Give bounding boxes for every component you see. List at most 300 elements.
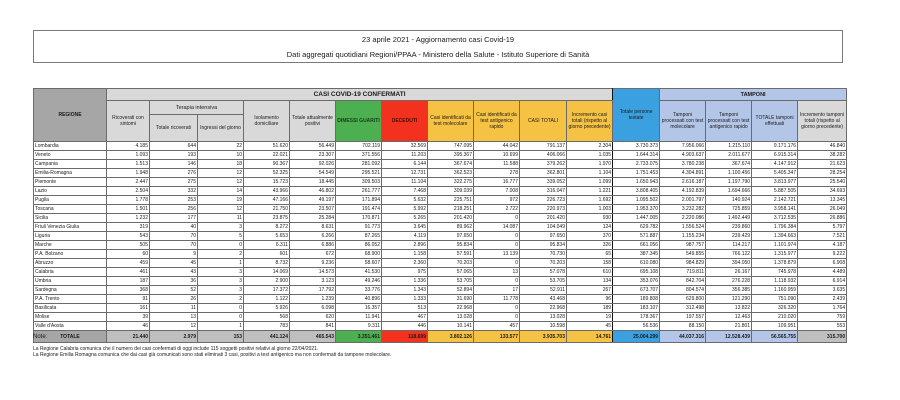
value-cell: 673.707 [613, 286, 660, 295]
value-cell: 362.801 [520, 169, 567, 178]
value-cell: 543 [107, 232, 150, 241]
value-cell: 22.968 [520, 304, 567, 313]
value-cell: 25.284 [290, 214, 336, 223]
value-cell: 309.039 [428, 187, 474, 196]
value-cell: 2.304 [567, 142, 613, 151]
region-name-cell: Marche [34, 241, 107, 250]
value-cell: 8.272 [244, 223, 290, 232]
value-cell: 1.101.974 [752, 241, 798, 250]
table-row [34, 205, 847, 214]
value-cell: 312.498 [660, 304, 706, 313]
value-cell: 256 [150, 205, 198, 214]
value-cell: 9.236 [290, 259, 336, 268]
value-cell: 356.385 [706, 286, 752, 295]
value-cell: 3.730.373 [613, 142, 660, 151]
value-cell: 57.591 [428, 250, 474, 259]
value-cell: 766.122 [706, 250, 752, 259]
value-cell: 225.751 [428, 196, 474, 205]
value-cell: 467 [382, 313, 428, 322]
value-cell: 226.723 [520, 196, 567, 205]
col-header-dimessi: DIMESSI GUARITI [336, 101, 382, 142]
value-cell: 275 [150, 178, 198, 187]
value-cell: 368 [107, 286, 150, 295]
value-cell: 56.449 [290, 142, 336, 151]
value-cell: 725.859 [706, 205, 752, 214]
value-cell: 719.811 [660, 268, 706, 277]
value-cell: 46.802 [290, 187, 336, 196]
region-name-cell: Abruzzo [34, 259, 107, 268]
value-cell: 70.203 [428, 259, 474, 268]
value-cell: 17 [474, 286, 520, 295]
value-cell: 568 [244, 313, 290, 322]
value-cell: 52.911 [520, 286, 567, 295]
value-cell: 0 [474, 313, 520, 322]
value-cell: 12.463 [706, 313, 752, 322]
value-cell: 239.860 [706, 223, 752, 232]
value-cell: 70.730 [520, 250, 567, 259]
value-cell: 4.119 [382, 232, 428, 241]
value-cell: 2.001.797 [660, 196, 706, 205]
value-cell: 747.095 [428, 142, 474, 151]
value-cell: 791.137 [520, 142, 567, 151]
value-cell: 3.635 [798, 286, 847, 295]
region-name-cell: Veneto [34, 151, 107, 160]
value-cell: 3.712.535 [752, 214, 798, 223]
total-value-cell: 2.979 [150, 331, 198, 343]
covid-data-table [33, 88, 847, 343]
value-cell: 9.222 [798, 250, 847, 259]
value-cell: 26 [150, 295, 198, 304]
value-cell: 370 [567, 232, 613, 241]
value-cell: 1.343 [382, 286, 428, 295]
value-cell: 22 [198, 142, 244, 151]
value-cell: 1.118.932 [752, 277, 798, 286]
value-cell: 278 [474, 169, 520, 178]
region-name-cell: Sicilia [34, 214, 107, 223]
value-cell: 295.521 [336, 169, 382, 178]
value-cell: 253 [150, 196, 198, 205]
value-cell: 134 [567, 277, 613, 286]
table-row [34, 232, 847, 241]
value-cell: 47.166 [244, 196, 290, 205]
value-cell: 695.108 [613, 268, 660, 277]
value-cell: 33.776 [336, 286, 382, 295]
value-cell: 10.598 [520, 322, 567, 331]
note-line: La Regione Calabria comunica che il numero dei casi confermati di oggi include 115 soggetti positivi relativi al giorno 22/04/2021. [33, 346, 319, 352]
table-row [34, 178, 847, 187]
value-cell: 178.367 [613, 313, 660, 322]
value-cell: 52.894 [428, 286, 474, 295]
region-name-cell: Basilicata [34, 304, 107, 313]
value-cell: 7.008 [474, 187, 520, 196]
value-cell: 1 [198, 322, 244, 331]
total-value-cell: 118.699 [382, 331, 428, 343]
value-cell: 804.574 [660, 286, 706, 295]
total-value-cell: 3.351.461 [336, 331, 382, 343]
value-cell: 70 [150, 241, 198, 250]
notes-section [33, 334, 391, 358]
value-cell: 189.808 [613, 295, 660, 304]
value-cell: 505 [107, 241, 150, 250]
value-cell: 22.021 [244, 151, 290, 160]
value-cell: 12 [198, 205, 244, 214]
value-cell: 3 [198, 277, 244, 286]
table-row [34, 223, 847, 232]
col-header-ricoverati: Ricoverati con sintomi [107, 101, 150, 142]
value-cell: 0 [198, 241, 244, 250]
value-cell: 620 [290, 313, 336, 322]
value-cell: 2.142.721 [752, 196, 798, 205]
value-cell: 13.345 [798, 196, 847, 205]
report-title: 23 aprile 2021 - Aggiornamento casi Covid-19 [361, 35, 515, 44]
table-row [34, 214, 847, 223]
report-subtitle: Dati aggregati quotidiani Regioni/PPAA - Ministero della Salute - Istituto Superiore di Sanità [286, 50, 590, 59]
value-cell: 332 [150, 187, 198, 196]
value-cell: 2 [198, 250, 244, 259]
value-cell: 1.158 [382, 250, 428, 259]
table-row [34, 295, 847, 304]
value-cell: 842.704 [660, 277, 706, 286]
value-cell: 23.507 [290, 205, 336, 214]
total-value-cell: 21.440 [107, 331, 150, 343]
table-row [34, 313, 847, 322]
value-cell: 644 [150, 142, 198, 151]
value-cell: 18 [198, 160, 244, 169]
value-cell: 45 [567, 322, 613, 331]
value-cell: 187 [107, 277, 150, 286]
col-header-casi-totali: CASI TOTALI [520, 101, 567, 142]
value-cell: 18.445 [290, 178, 336, 187]
value-cell: 267 [567, 286, 613, 295]
value-cell: 610.080 [613, 259, 660, 268]
value-cell: 975 [382, 268, 428, 277]
value-cell: 7.956.066 [660, 142, 706, 151]
value-cell: 1.155.234 [660, 232, 706, 241]
region-name-cell: P.A. Bolzano [34, 250, 107, 259]
value-cell: 1.221 [567, 187, 613, 196]
value-cell: 14.069 [244, 268, 290, 277]
value-cell: 36 [150, 277, 198, 286]
value-cell: 43 [150, 268, 198, 277]
value-cell: 309.503 [336, 178, 382, 187]
value-cell: 13.028 [428, 313, 474, 322]
value-cell: 26.167 [706, 268, 752, 277]
value-cell: 40 [150, 223, 198, 232]
value-cell: 189 [567, 304, 613, 313]
value-cell: 6.915.314 [752, 151, 798, 160]
col-header-isolamento: Isolamento domiciliare [244, 101, 290, 142]
value-cell: 353.076 [613, 277, 660, 286]
table-row [34, 277, 847, 286]
value-cell: 319 [107, 223, 150, 232]
value-cell: 3.780.238 [660, 160, 706, 169]
value-cell: 19 [567, 313, 613, 322]
value-cell: 39 [107, 313, 150, 322]
value-cell: 114.217 [706, 241, 752, 250]
value-cell: 362.523 [428, 169, 474, 178]
value-cell: 395.367 [428, 151, 474, 160]
value-cell: 1.751.453 [613, 169, 660, 178]
value-cell: 5.265 [382, 214, 428, 223]
col-header-totale-tamponi: TOTALE tamponi effettuati [752, 101, 798, 142]
value-cell: 549.855 [660, 250, 706, 259]
value-cell: 457 [474, 322, 520, 331]
value-cell: 57.078 [520, 268, 567, 277]
region-name-cell: Campania [34, 160, 107, 169]
value-cell: 1.336 [382, 277, 428, 286]
value-cell: 2.900 [244, 277, 290, 286]
region-name-cell: Toscana [34, 205, 107, 214]
value-cell: 2.220.086 [660, 214, 706, 223]
table-row [34, 160, 847, 169]
table-row [34, 304, 847, 313]
total-value-cell: 315.700 [798, 331, 847, 343]
table-row [34, 151, 847, 160]
value-cell: 68.900 [336, 250, 382, 259]
value-cell: 629.782 [613, 223, 660, 232]
value-cell: 0 [198, 313, 244, 322]
value-cell: 2.011.677 [706, 151, 752, 160]
value-cell: 13.139 [474, 250, 520, 259]
col-header-test-molecolare: Casi identificati da test molecolare [428, 101, 474, 142]
table-row [34, 169, 847, 178]
value-cell: 96 [567, 295, 613, 304]
value-cell: 10.699 [474, 151, 520, 160]
value-cell: 316.047 [520, 187, 567, 196]
value-cell: 11 [150, 304, 198, 313]
total-value-cell: 153 [198, 331, 244, 343]
value-cell: 339.052 [520, 178, 567, 187]
value-cell: 2.447 [107, 178, 150, 187]
value-cell: 326.320 [752, 304, 798, 313]
value-cell: 0 [474, 304, 520, 313]
value-cell: 86.052 [336, 241, 382, 250]
value-cell: 5.405.347 [752, 169, 798, 178]
value-cell: 6.144 [382, 160, 428, 169]
value-cell: 783 [244, 322, 290, 331]
value-cell: 54.549 [290, 169, 336, 178]
value-cell: 3.813.977 [752, 178, 798, 187]
value-cell: 44.042 [474, 142, 520, 151]
value-cell: 2.504 [107, 187, 150, 196]
value-cell: 1.160.959 [752, 286, 798, 295]
value-cell: 281.092 [336, 160, 382, 169]
value-cell: 10.141 [428, 322, 474, 331]
total-value-cell: 3.802.126 [428, 331, 474, 343]
value-cell: 3.958.141 [752, 205, 798, 214]
value-cell: 11 [198, 214, 244, 223]
value-cell: 11.203 [382, 151, 428, 160]
value-cell: 261.777 [336, 187, 382, 196]
value-cell: 661.056 [613, 241, 660, 250]
total-value-cell: 56.565.755 [752, 331, 798, 343]
value-cell: 446 [382, 322, 428, 331]
value-cell: 45 [150, 259, 198, 268]
value-cell: 6.914 [798, 277, 847, 286]
value-cell: 6.311 [244, 241, 290, 250]
value-cell: 38.282 [798, 151, 847, 160]
col-header-attualmente-positivi: Totale attualmente positivi [290, 101, 336, 142]
value-cell: 14 [198, 187, 244, 196]
value-cell: 1.692 [567, 196, 613, 205]
value-cell: 4.192.839 [660, 187, 706, 196]
value-cell: 4.187 [798, 241, 847, 250]
value-cell: 2.722 [474, 205, 520, 214]
value-cell: 12 [198, 178, 244, 187]
value-cell: 387.345 [613, 250, 660, 259]
value-cell: 87.265 [336, 232, 382, 241]
value-cell: 4.304.891 [660, 169, 706, 178]
value-cell: 1.694.666 [706, 187, 752, 196]
value-cell: 8.732 [244, 259, 290, 268]
total-value-cell: 14.761 [567, 331, 613, 343]
region-name-cell: Emilia-Romagna [34, 169, 107, 178]
report-title-box [33, 30, 843, 63]
value-cell: 1.315.977 [752, 250, 798, 259]
value-cell: 158 [567, 259, 613, 268]
value-cell: 124 [567, 223, 613, 232]
total-label-cell: TOTALE [34, 331, 107, 343]
region-name-cell: Puglia [34, 196, 107, 205]
value-cell: 239.429 [706, 232, 752, 241]
notes-heading: Note: [33, 334, 48, 340]
value-cell: 1.513 [107, 160, 150, 169]
value-cell: 759 [798, 313, 847, 322]
value-cell: 1.447.005 [613, 214, 660, 223]
value-cell: 459 [107, 259, 150, 268]
total-value-cell: 3.935.703 [520, 331, 567, 343]
value-cell: 15.723 [244, 178, 290, 187]
table-row [34, 259, 847, 268]
value-cell: 11.778 [474, 295, 520, 304]
value-cell: 11.941 [336, 313, 382, 322]
value-cell: 406.066 [520, 151, 567, 160]
value-cell: 70.203 [520, 259, 567, 268]
value-cell: 197.557 [660, 313, 706, 322]
value-cell: 2.439 [798, 295, 847, 304]
region-name-cell: Molise [34, 313, 107, 322]
value-cell: 201.420 [520, 214, 567, 223]
value-cell: 5.632 [382, 196, 428, 205]
group-header-tamponi: TAMPONI [660, 89, 847, 101]
table-body [34, 142, 847, 343]
value-cell: 3.645 [382, 223, 428, 232]
value-cell: 17.792 [290, 286, 336, 295]
value-cell: 9.311 [336, 322, 382, 331]
value-cell: 1.093 [107, 151, 150, 160]
value-cell: 26.049 [798, 205, 847, 214]
value-cell: 3.123 [290, 277, 336, 286]
value-cell: 13 [150, 313, 198, 322]
value-cell: 177 [150, 214, 198, 223]
value-cell: 1.333 [382, 295, 428, 304]
value-cell: 218.251 [428, 205, 474, 214]
value-cell: 91.773 [336, 223, 382, 232]
value-cell: 210.020 [752, 313, 798, 322]
value-cell: 16.777 [474, 178, 520, 187]
value-cell: 21.750 [244, 205, 290, 214]
value-cell: 104.049 [520, 223, 567, 232]
region-name-cell: Calabria [34, 268, 107, 277]
value-cell: 16.357 [336, 304, 382, 313]
value-cell: 276.228 [706, 277, 752, 286]
value-cell: 2.896 [382, 241, 428, 250]
value-cell: 610 [567, 268, 613, 277]
value-cell: 31.690 [428, 295, 474, 304]
value-cell: 5 [198, 232, 244, 241]
value-cell: 3 [198, 286, 244, 295]
value-cell: 13.822 [706, 304, 752, 313]
value-cell: 371.556 [336, 151, 382, 160]
value-cell: 10 [198, 151, 244, 160]
region-name-cell: Sardegna [34, 286, 107, 295]
region-name-cell: Lazio [34, 187, 107, 196]
value-cell: 461 [107, 268, 150, 277]
value-cell: 9 [150, 250, 198, 259]
col-header-ingressi: Ingressi del giorno [198, 115, 244, 142]
value-cell: 745.978 [752, 268, 798, 277]
value-cell: 0 [474, 259, 520, 268]
value-cell: 97.650 [520, 232, 567, 241]
value-cell: 751.090 [752, 295, 798, 304]
value-cell: 193 [150, 151, 198, 160]
value-cell: 23.307 [290, 151, 336, 160]
region-name-cell: Friuli Venezia Giulia [34, 223, 107, 232]
value-cell: 70 [150, 232, 198, 241]
value-cell: 841 [290, 322, 336, 331]
value-cell: 9.171.176 [752, 142, 798, 151]
value-cell: 12 [198, 169, 244, 178]
value-cell: 3 [198, 268, 244, 277]
table-row [34, 142, 847, 151]
value-cell: 1.948 [107, 169, 150, 178]
value-cell: 34.693 [798, 187, 847, 196]
value-cell: 1.104 [567, 169, 613, 178]
value-cell: 43.966 [244, 187, 290, 196]
value-cell: 89.962 [428, 223, 474, 232]
value-cell: 930 [567, 214, 613, 223]
value-cell: 1.100.456 [706, 169, 752, 178]
value-cell: 1.239 [290, 295, 336, 304]
group-header-casi: CASI COVID-19 CONFERMATI [107, 89, 613, 101]
value-cell: 19 [198, 196, 244, 205]
value-cell: 46.840 [798, 142, 847, 151]
value-cell: 1 [198, 259, 244, 268]
value-cell: 1.035 [567, 151, 613, 160]
value-cell: 52 [150, 286, 198, 295]
value-cell: 170.871 [336, 214, 382, 223]
region-name-cell: Umbria [34, 277, 107, 286]
value-cell: 25.540 [798, 178, 847, 187]
value-cell: 12 [150, 322, 198, 331]
value-cell: 43.468 [520, 295, 567, 304]
total-value-cell: 465.543 [290, 331, 336, 343]
value-cell: 57.065 [428, 268, 474, 277]
value-cell: 276 [150, 169, 198, 178]
value-cell: 22.968 [428, 304, 474, 313]
col-header-regione: REGIONE [34, 89, 107, 142]
region-name-cell: Liguria [34, 232, 107, 241]
value-cell: 1.764 [798, 304, 847, 313]
value-cell: 95.834 [520, 241, 567, 250]
total-value-cell: 441.124 [244, 331, 290, 343]
value-cell: 1.778 [107, 196, 150, 205]
total-value-cell: 12.528.439 [706, 331, 752, 343]
value-cell: 58.607 [336, 259, 382, 268]
note-line: La Regione Emilia Romagna comunica che dai casi già comunicati sono stati eliminati 3 casi, positivi a test antigenico ma non confermati da tampone molecolare. [33, 352, 392, 358]
value-cell: 6.908 [798, 259, 847, 268]
value-cell: 17.372 [244, 286, 290, 295]
